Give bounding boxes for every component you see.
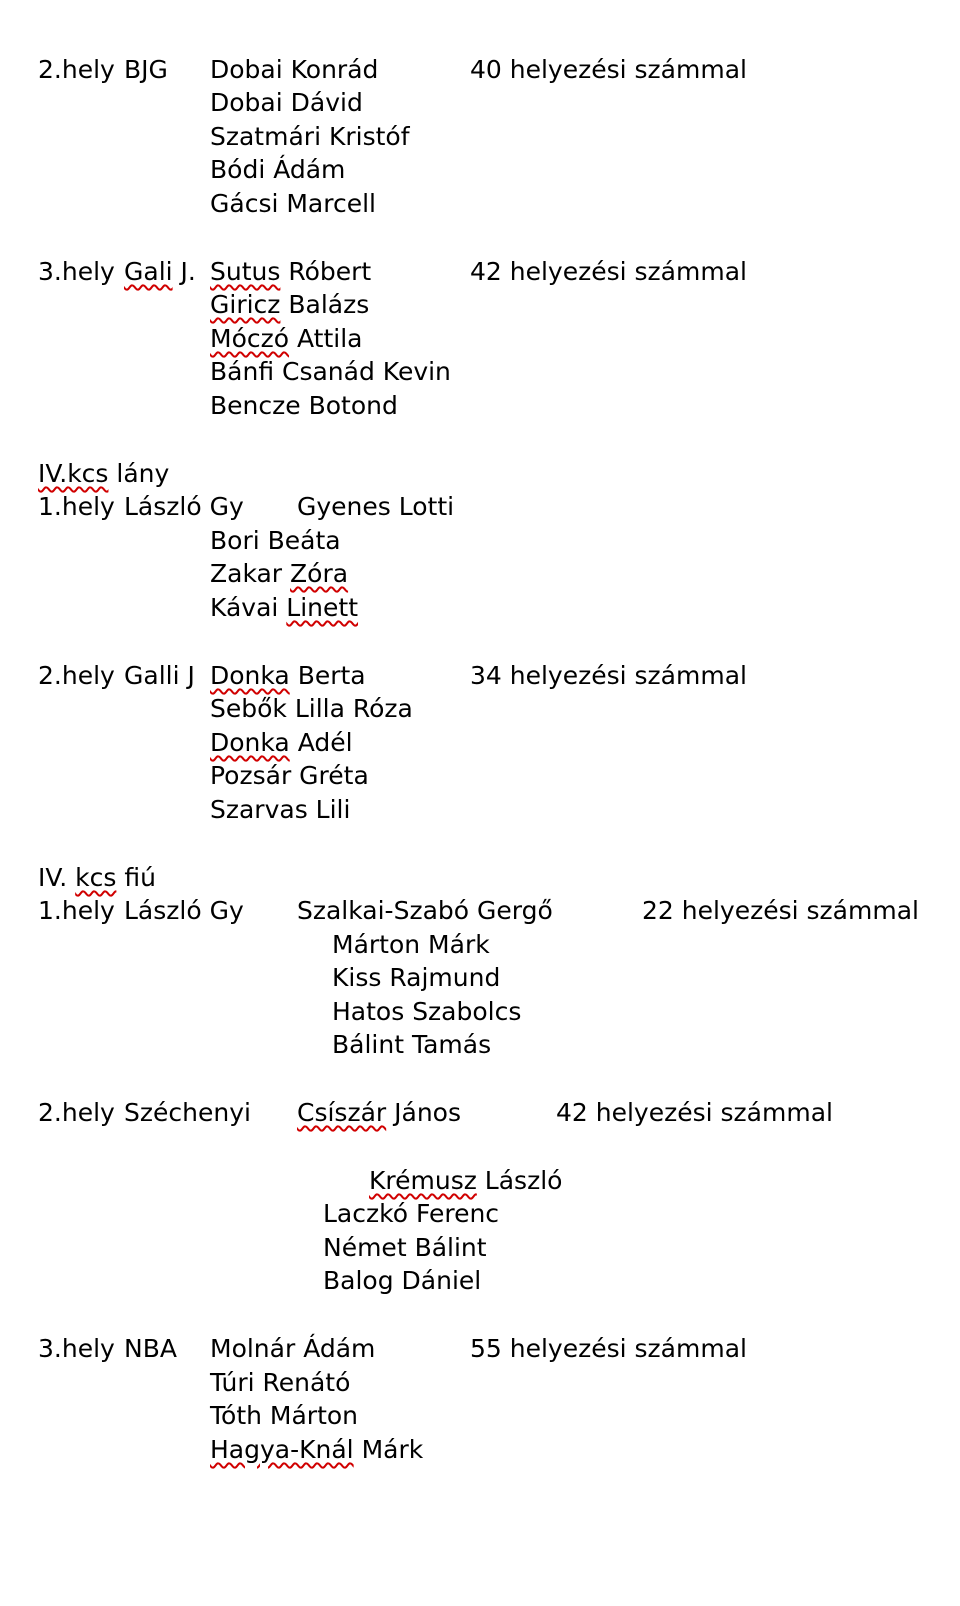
member-name bbox=[210, 288, 369, 322]
text-run: J. bbox=[172, 257, 196, 286]
result-text: 22 helyezési számmal bbox=[642, 896, 919, 925]
member-name: Gácsi Marcell bbox=[210, 189, 376, 218]
text-run: Berta bbox=[289, 661, 366, 690]
team-name: Galli J bbox=[124, 661, 195, 690]
spellcheck-word: Linett bbox=[286, 593, 359, 622]
spellcheck-word: Donka bbox=[210, 728, 290, 757]
team-name: BJG bbox=[124, 55, 168, 84]
team-name: László Gy bbox=[124, 896, 244, 925]
category-heading bbox=[38, 457, 169, 491]
member-name: Bódi Ádám bbox=[210, 155, 346, 184]
result-text: 42 helyezési számmal bbox=[470, 257, 747, 286]
member-name bbox=[210, 591, 358, 625]
member-name: Márton Márk bbox=[332, 930, 490, 959]
text-run: Adél bbox=[289, 728, 353, 757]
member-name: Túri Renátó bbox=[210, 1368, 351, 1397]
spellcheck-word: Zóra bbox=[290, 559, 349, 588]
text-run: lány bbox=[108, 459, 170, 488]
text-run: Balázs bbox=[280, 290, 370, 319]
spellcheck-word: Donka bbox=[210, 661, 290, 690]
text-run: Attila bbox=[289, 324, 363, 353]
member-name: Sebők Lilla Róza bbox=[210, 694, 413, 723]
spellcheck-word: Krémusz bbox=[369, 1166, 477, 1195]
member-name bbox=[210, 726, 353, 760]
member-name: Balog Dániel bbox=[323, 1266, 482, 1295]
place-label: 2.hely bbox=[38, 55, 115, 84]
result-text: 40 helyezési számmal bbox=[470, 55, 747, 84]
team-name: NBA bbox=[124, 1334, 177, 1363]
member-name: Szarvas Lili bbox=[210, 795, 351, 824]
member-name: Hatos Szabolcs bbox=[332, 997, 522, 1026]
member-name bbox=[210, 659, 366, 693]
member-name: Laczkó Ferenc bbox=[323, 1199, 500, 1228]
spellcheck-word: Móczó bbox=[210, 324, 290, 353]
spellcheck-word: Csíszár bbox=[297, 1098, 387, 1127]
member-name bbox=[369, 1164, 562, 1198]
spellcheck-word: kcs bbox=[75, 863, 117, 892]
text-run: Zakar bbox=[210, 559, 291, 588]
member-name: Bencze Botond bbox=[210, 391, 398, 420]
member-name bbox=[210, 322, 362, 356]
place-label: 1.hely bbox=[38, 492, 115, 521]
place-label: 3.hely bbox=[38, 1334, 115, 1363]
place-label: 2.hely bbox=[38, 661, 115, 690]
member-name: Dobai Konrád bbox=[210, 55, 379, 84]
member-name: Német Bálint bbox=[323, 1233, 487, 1262]
team-name: László Gy bbox=[124, 492, 244, 521]
text-run: Róbert bbox=[280, 257, 372, 286]
member-name: Bánfi Csanád Kevin bbox=[210, 357, 451, 386]
member-name: Pozsár Gréta bbox=[210, 761, 369, 790]
member-name: Molnár Ádám bbox=[210, 1334, 376, 1363]
member-name: Szalkai-Szabó Gergő bbox=[297, 896, 553, 925]
spellcheck-word: Sutus bbox=[210, 257, 281, 286]
text-run: László bbox=[476, 1166, 563, 1195]
team-name: Széchenyi bbox=[124, 1098, 251, 1127]
member-name: Bori Beáta bbox=[210, 526, 341, 555]
member-name: Dobai Dávid bbox=[210, 88, 363, 117]
member-name: Gyenes Lotti bbox=[297, 492, 455, 521]
team-name bbox=[124, 255, 196, 289]
member-name bbox=[210, 557, 348, 591]
member-name bbox=[210, 1433, 423, 1467]
member-name bbox=[210, 255, 371, 289]
place-label: 1.hely bbox=[38, 896, 115, 925]
spellcheck-word: Hagya-Knál bbox=[210, 1435, 354, 1464]
result-text: 34 helyezési számmal bbox=[470, 661, 747, 690]
text-run: Kávai bbox=[210, 593, 287, 622]
result-text: 42 helyezési számmal bbox=[556, 1098, 833, 1127]
member-name bbox=[297, 1096, 461, 1130]
result-text: 55 helyezési számmal bbox=[470, 1334, 747, 1363]
text-run: János bbox=[386, 1098, 461, 1127]
text-run: IV. bbox=[38, 863, 76, 892]
category-heading bbox=[38, 861, 156, 895]
place-label: 3.hely bbox=[38, 257, 115, 286]
spellcheck-word: Gali bbox=[124, 257, 173, 286]
member-name: Kiss Rajmund bbox=[332, 963, 501, 992]
member-name: Szatmári Kristóf bbox=[210, 122, 410, 151]
text-run: fiú bbox=[116, 863, 156, 892]
place-label: 2.hely bbox=[38, 1098, 115, 1127]
spellcheck-word: Giricz bbox=[210, 290, 281, 319]
text-run: Márk bbox=[353, 1435, 424, 1464]
member-name: Bálint Tamás bbox=[332, 1030, 492, 1059]
spellcheck-word: IV.kcs bbox=[38, 459, 109, 488]
member-name: Tóth Márton bbox=[210, 1401, 359, 1430]
